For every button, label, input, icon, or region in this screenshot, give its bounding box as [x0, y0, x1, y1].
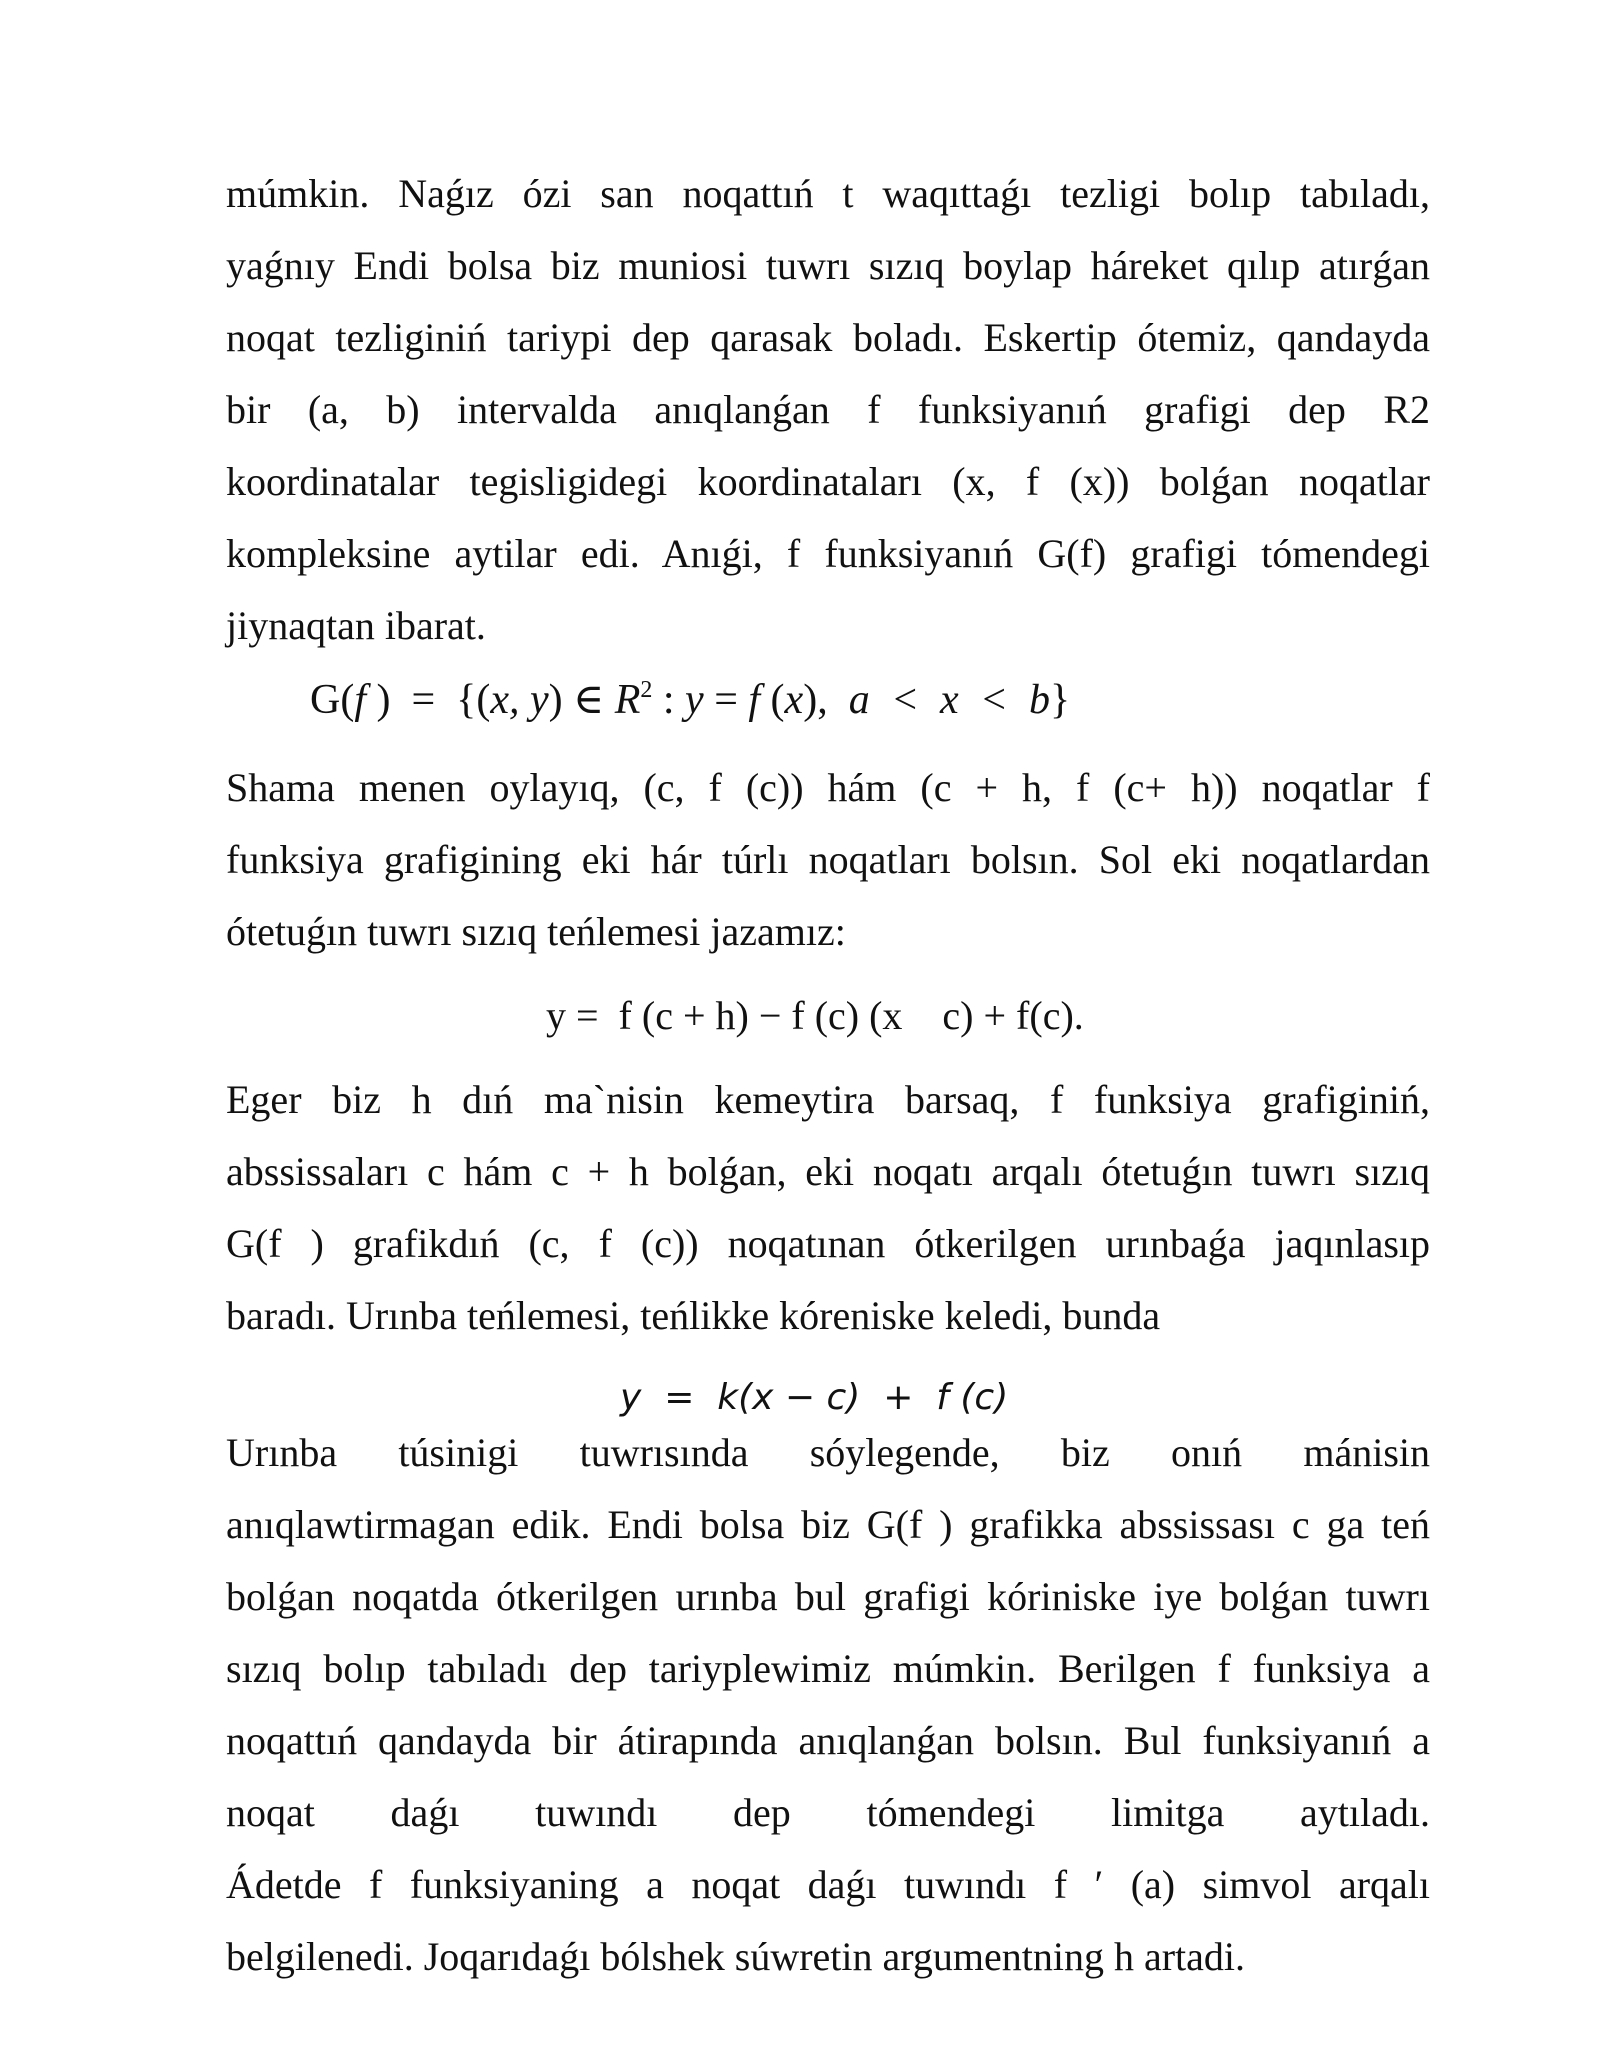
text-line: Eger biz h dıń ma`nisin kemeytira barsaq, f funksiya grafiginiń,: [226, 1077, 1430, 1122]
text-line: ótetuǵın tuwrı sızıq teńlemesi jazamız:: [226, 909, 846, 954]
tangent-line-formula: y = k(x − c) + f (c): [620, 1377, 1009, 1418]
paragraph-1: [226, 158, 1430, 662]
text-line: abssissaları c hám c + h bolǵan, eki noqatı arqalı ótetuǵın tuwrı sızıq: [226, 1149, 1430, 1194]
text-line: múmkin. Naǵız ózi san noqattıń t waqıttaǵı tezligi bolıp tabıladı,: [226, 171, 1430, 216]
text-line: Urınba túsinigi tuwrısında sóylegende, biz onıń mánisin: [226, 1430, 1430, 1475]
text-line: sızıq bolıp tabıladı dep tariyplewimiz múmkin. Berilgen f funksiya a: [226, 1646, 1430, 1691]
text-line: baradı. Urınba teńlemesi, teńlikke kóreniske keledi, bunda: [226, 1293, 1161, 1338]
text-line: noqat daǵı tuwındı dep tómendegi limitga aytıladı.: [226, 1790, 1430, 1835]
paragraph-4: [226, 1417, 1430, 1993]
text-line: kompleksine aytilar edi. Anıǵi, f funksiyanıń G(f) grafigi tómendegi: [226, 531, 1430, 576]
paragraph-3: [226, 1064, 1430, 1352]
text-line: funksiya grafigining eki hár túrlı noqatları bolsın. Sol eki noqatlardan: [226, 837, 1430, 882]
text-line: koordinatalar tegisligidegi koordinataları (x, f (x)) bolǵan noqatlar: [226, 459, 1430, 504]
text-line: bolǵan noqatda ótkerilgen urınba bul grafigi kóriniske iye bolǵan tuwrı: [226, 1574, 1430, 1619]
text-line: belgilenedi. Joqarıdaǵı bólshek súwretin argumentning h artadi.: [226, 1934, 1246, 1979]
text-line: G(f ) grafikdıń (c, f (c)) noqatınan ótkerilgen urınbaǵa jaqınlasıp: [226, 1221, 1430, 1266]
text-line: Shama menen oylayıq, (c, f (c)) hám (c + h, f (c+ h)) noqatlar f: [226, 765, 1430, 810]
text-line: anıqlawtirmagan edik. Endi bolsa biz G(f ) grafikka abssissası c ga teń: [226, 1502, 1430, 1547]
text-line: jiynaqtan ibarat.: [226, 603, 486, 648]
text-line: noqat tezliginiń tariypi dep qarasak boladı. Eskertip ótemiz, qandayda: [226, 315, 1430, 360]
text-line: bir (a, b) intervalda anıqlanǵan f funksiyanıń grafigi dep R2: [226, 387, 1430, 432]
graph-set-formula: G(f ) = {(x, y) ∈ $R^2$ : y = f (x), a < x < b}: [310, 677, 1071, 723]
text-line: noqattıń qandayda bir átirapında anıqlanǵan bolsın. Bul funksiyanıń a: [226, 1718, 1430, 1763]
paragraph-2: [226, 752, 1430, 968]
text-line: Ádetde f funksiyaning a noqat daǵı tuwındı f ′ (a) simvol arqalı: [226, 1862, 1430, 1907]
text-line: yaǵnıy Endi bolsa biz muniosi tuwrı sızıq boylap háreket qılıp atırǵan: [226, 243, 1430, 288]
secant-line-formula: y = f (c + h) − f (c) (x c) + f(c).: [546, 993, 1084, 1038]
